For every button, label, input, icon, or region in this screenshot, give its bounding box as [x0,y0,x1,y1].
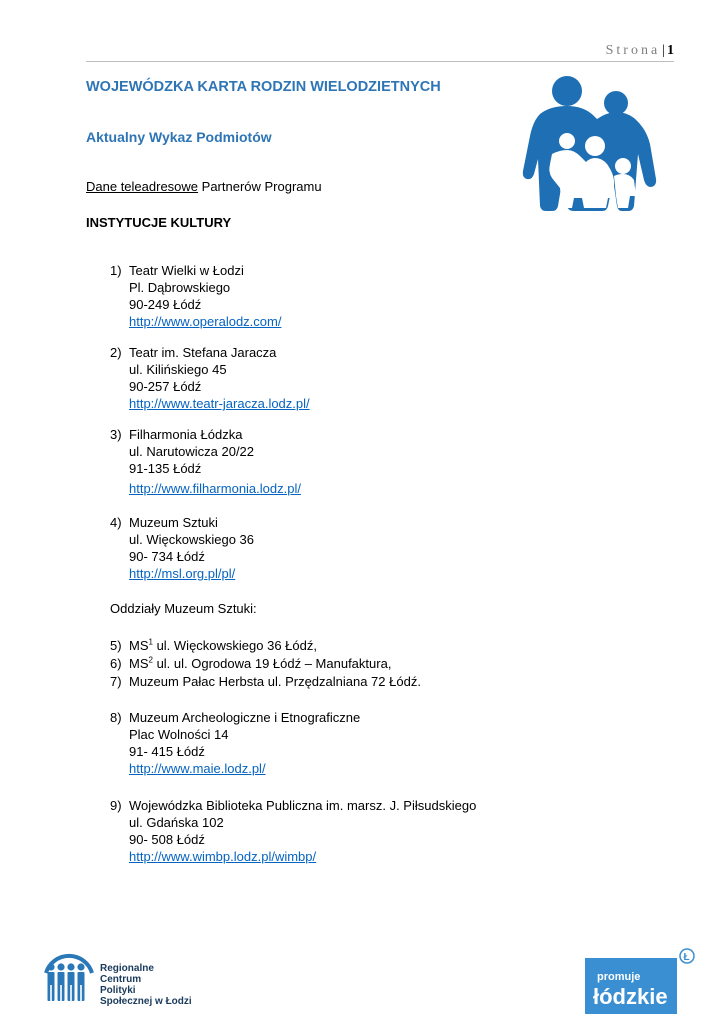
promuje-lodzkie-logo [585,948,695,1014]
branches-label: Oddziały Muzeum Sztuki: [110,601,257,616]
branch-sup: 2 [148,655,153,665]
item-name: Wojewódzka Biblioteka Publiczna im. marsz. J. Piłsudskiego [129,798,477,813]
item-street: ul. Kilińskiego 45 [129,362,227,377]
branch-prefix: MS [129,656,149,671]
branch-item [110,673,421,690]
section-heading: INSTYTUCJE KULTURY [86,215,232,230]
item-city: 91-135 Łódź [129,461,202,476]
rcps-line: Polityki [100,985,136,996]
list-item [110,514,254,582]
item-number: 7) [110,674,122,689]
branch-item [110,655,391,672]
page-number: 1 [667,43,674,58]
item-number: 5) [110,638,122,653]
item-street: Pl. Dąbrowskiego [129,280,231,295]
item-name: Filharmonia Łódzka [129,427,243,442]
list-item [110,344,310,412]
promo-badge: Ł [683,952,690,963]
contact-rest: Partnerów Programu [198,179,322,194]
list-item [110,262,281,330]
item-number: 2) [110,345,122,360]
contact-line [86,179,322,194]
item-name: Teatr Wielki w Łodzi [129,263,244,278]
item-street: ul. Więckowskiego 36 [129,532,254,547]
item-name: Teatr im. Stefana Jaracza [129,345,277,360]
promo-big-text: łódzkie [593,984,668,1009]
rcps-line: Centrum [100,974,142,985]
list-item [110,426,301,497]
item-link[interactable]: http://www.filharmonia.lodz.pl/ [129,481,301,496]
item-city: 90- 508 Łódź [129,832,205,847]
item-number: 6) [110,656,122,671]
item-number: 8) [110,710,122,725]
branch-prefix: Muzeum Pałac Herbsta ul. Przędzalniana 72 Łódź. [129,674,421,689]
page-header [86,43,674,62]
item-number: 1) [110,263,122,278]
item-link[interactable]: http://www.wimbp.lodz.pl/wimbp/ [129,849,317,864]
item-city: 90- 734 Łódź [129,549,205,564]
contact-underlined: Dane teleadresowe [86,179,199,194]
family-logo-icon [522,74,660,212]
item-link[interactable]: http://msl.org.pl/pl/ [129,566,236,581]
branch-text: ul. Więckowskiego 36 Łódź, [152,638,317,653]
item-number: 4) [110,515,122,530]
item-name: Muzeum Sztuki [129,515,218,530]
item-number: 9) [110,798,122,813]
item-city: 90-249 Łódź [129,297,202,312]
branch-item [110,637,317,654]
item-link[interactable]: http://www.operalodz.com/ [129,314,282,329]
branch-prefix: MS [129,638,149,653]
header-separator: | [662,43,665,58]
list-item [110,709,360,777]
rcps-name [100,963,192,1007]
promo-small-text: promuje [597,971,641,983]
branch-sup: 1 [148,637,153,647]
item-name: Muzeum Archeologiczne i Etnograficzne [129,710,361,725]
item-street: ul. Narutowicza 20/22 [129,444,255,459]
list-item [110,797,476,865]
item-link[interactable]: http://www.teatr-jaracza.lodz.pl/ [129,396,310,411]
rcps-line: Społecznej w Łodzi [100,996,192,1007]
item-street: Plac Wolności 14 [129,727,229,742]
item-street: ul. Gdańska 102 [129,815,224,830]
branch-text: ul. ul. Ogrodowa 19 Łódź – Manufaktura, [152,656,392,671]
item-city: 90-257 Łódź [129,379,202,394]
rcps-line: Regionalne [100,963,154,974]
document-title: WOJEWÓDZKA KARTA RODZIN WIELODZIETNYCH [86,79,441,95]
page-word: Strona [605,43,661,58]
document-subtitle: Aktualny Wykaz Podmiotów [86,129,272,145]
item-link[interactable]: http://www.maie.lodz.pl/ [129,761,266,776]
item-city: 91- 415 Łódź [129,744,205,759]
item-number: 3) [110,427,122,442]
